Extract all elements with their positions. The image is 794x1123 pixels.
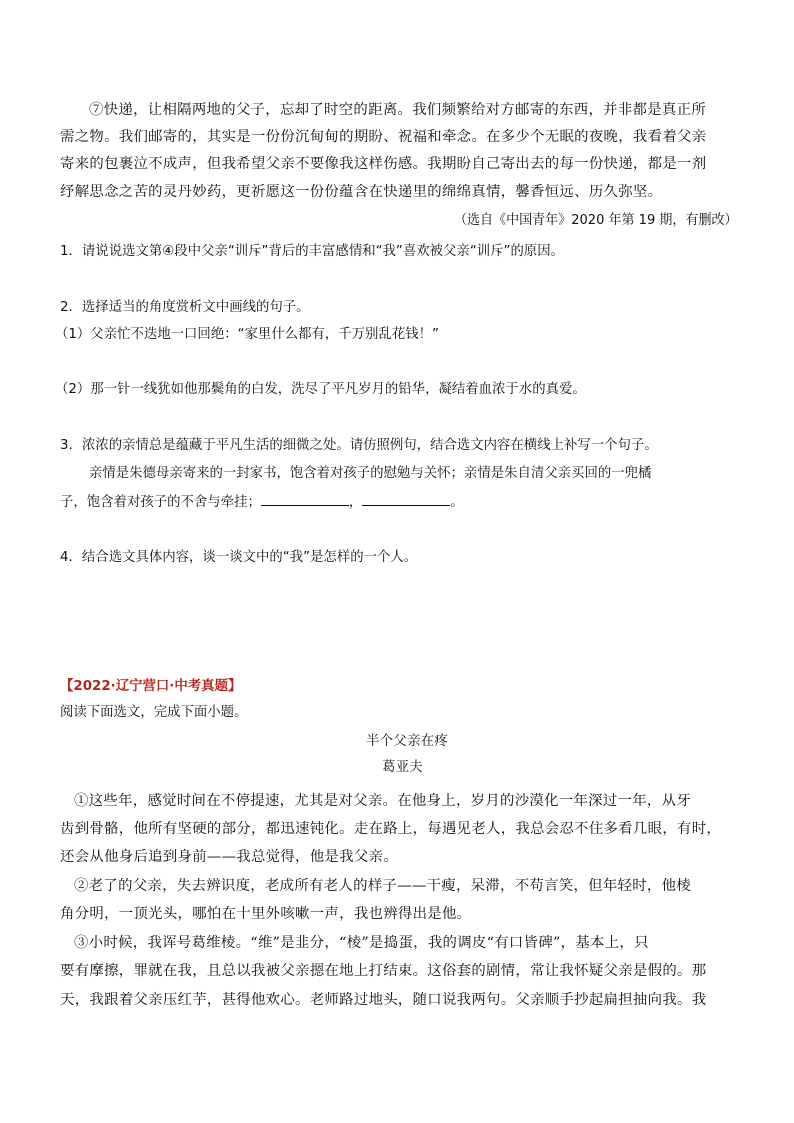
question-3-separator: ，	[348, 495, 363, 510]
question-3-example: 亲情是朱德母亲寄来的一封家书，饱含着对孩子的慰勉与关怀；亲情是朱自清父亲买回的一兜橘	[89, 466, 652, 481]
question-3: 3．浓浓的亲情总是蕴藏于平凡生活的细微之处。请仿照例句，结合选文内容在横线上补写一个句子。	[60, 438, 658, 453]
article-line-2: 齿到骨骼，他所有坚硬的部分，都迅速钝化。走在路上，每遇见老人，我总会忍不住多看几眼，有时，	[60, 821, 722, 837]
article-line-6: ③小时候，我诨号葛维棱。“维”是韭分，“棱”是捣蛋，我的调皮“有口皆碑”，基本上，只	[74, 935, 649, 951]
article-line-3: 还会从他身后追到身前——我总觉得，他是我父亲。	[60, 849, 398, 865]
article-line-7: 要有摩擦，罪就在我，且总以我被父亲摁在地上打结束。这俗套的剧情，常让我怀疑父亲是假的。那	[60, 963, 707, 979]
exam-source-tag: 【2022·辽宁营口·中考真题】	[60, 679, 242, 694]
question-2: 2．选择适当的角度赏析文中画线的句子。	[60, 300, 310, 315]
answer-blank-2[interactable]	[362, 493, 450, 506]
question-3-fill-line	[60, 491, 464, 510]
reading-instruction: 阅读下面选文，完成下面小题。	[60, 705, 248, 720]
passage1-line-3: 寄来的包裹泣不成声，但我希望父亲不要像我这样伤感。我期盼自己寄出去的每一份快递，都是一剂	[60, 156, 707, 172]
article-line-4: ②老了的父亲，失去辨识度，老成所有老人的样子——干瘦，呆滞，不苟言笑，但年轻时，他棱	[74, 878, 692, 894]
question-2-2: （2）那一针一线犹如他那鬓角的白发，洗尽了平凡岁月的铅华，凝结着血浓于水的真爱。	[55, 382, 586, 397]
question-3-end: 。	[450, 495, 464, 510]
article-line-5: 角分明，一顶光头，哪怕在十里外咳嗽一声，我也辨得出是他。	[60, 906, 472, 922]
passage1-line-1: ⑦快递，让相隔两地的父子，忘却了时空的距离。我们频繁给对方邮寄的东西，并非都是真正所	[89, 102, 707, 118]
article-line-8: 天，我跟着父亲压红芋，甚得他欢心。老师路过地头，随口说我两句。父亲顺手抄起扁担抽向我。我	[60, 992, 707, 1008]
article-title: 半个父亲在疼	[366, 734, 449, 749]
article-author: 葛亚夫	[382, 760, 424, 775]
article-line-1: ①这些年，感觉时间在不停提速，尤其是对父亲。在他身上，岁月的沙漠化一年深过一年，从牙	[74, 793, 692, 809]
passage1-source: （选自《中国青年》2020 年第 19 期，有删改）	[454, 213, 738, 228]
question-1: 1．请说说选文第④段中父亲“训斥”背后的丰富感情和“我”喜欢被父亲“训斥”的原因。	[60, 244, 565, 259]
question-3-example-cont: 子，饱含着对孩子的不舍与牵挂；	[60, 495, 261, 510]
question-4: 4．结合选文具体内容，谈一谈文中的“我”是怎样的一个人。	[60, 550, 418, 565]
answer-blank-1[interactable]	[261, 493, 349, 506]
question-2-1: （1）父亲忙不迭地一口回绝：“家里什么都有，千万别乱花钱！”	[55, 327, 439, 342]
passage1-line-4: 纾解思念之苦的灵丹妙药，更祈愿这一份份蕴含在快递里的绵绵真情，馨香恒远、历久弥坚。	[60, 184, 663, 200]
passage1-line-2: 需之物。我们邮寄的，其实是一份份沉甸甸的期盼、祝福和牵念。在多少个无眠的夜晚，我看着父亲	[60, 129, 707, 145]
